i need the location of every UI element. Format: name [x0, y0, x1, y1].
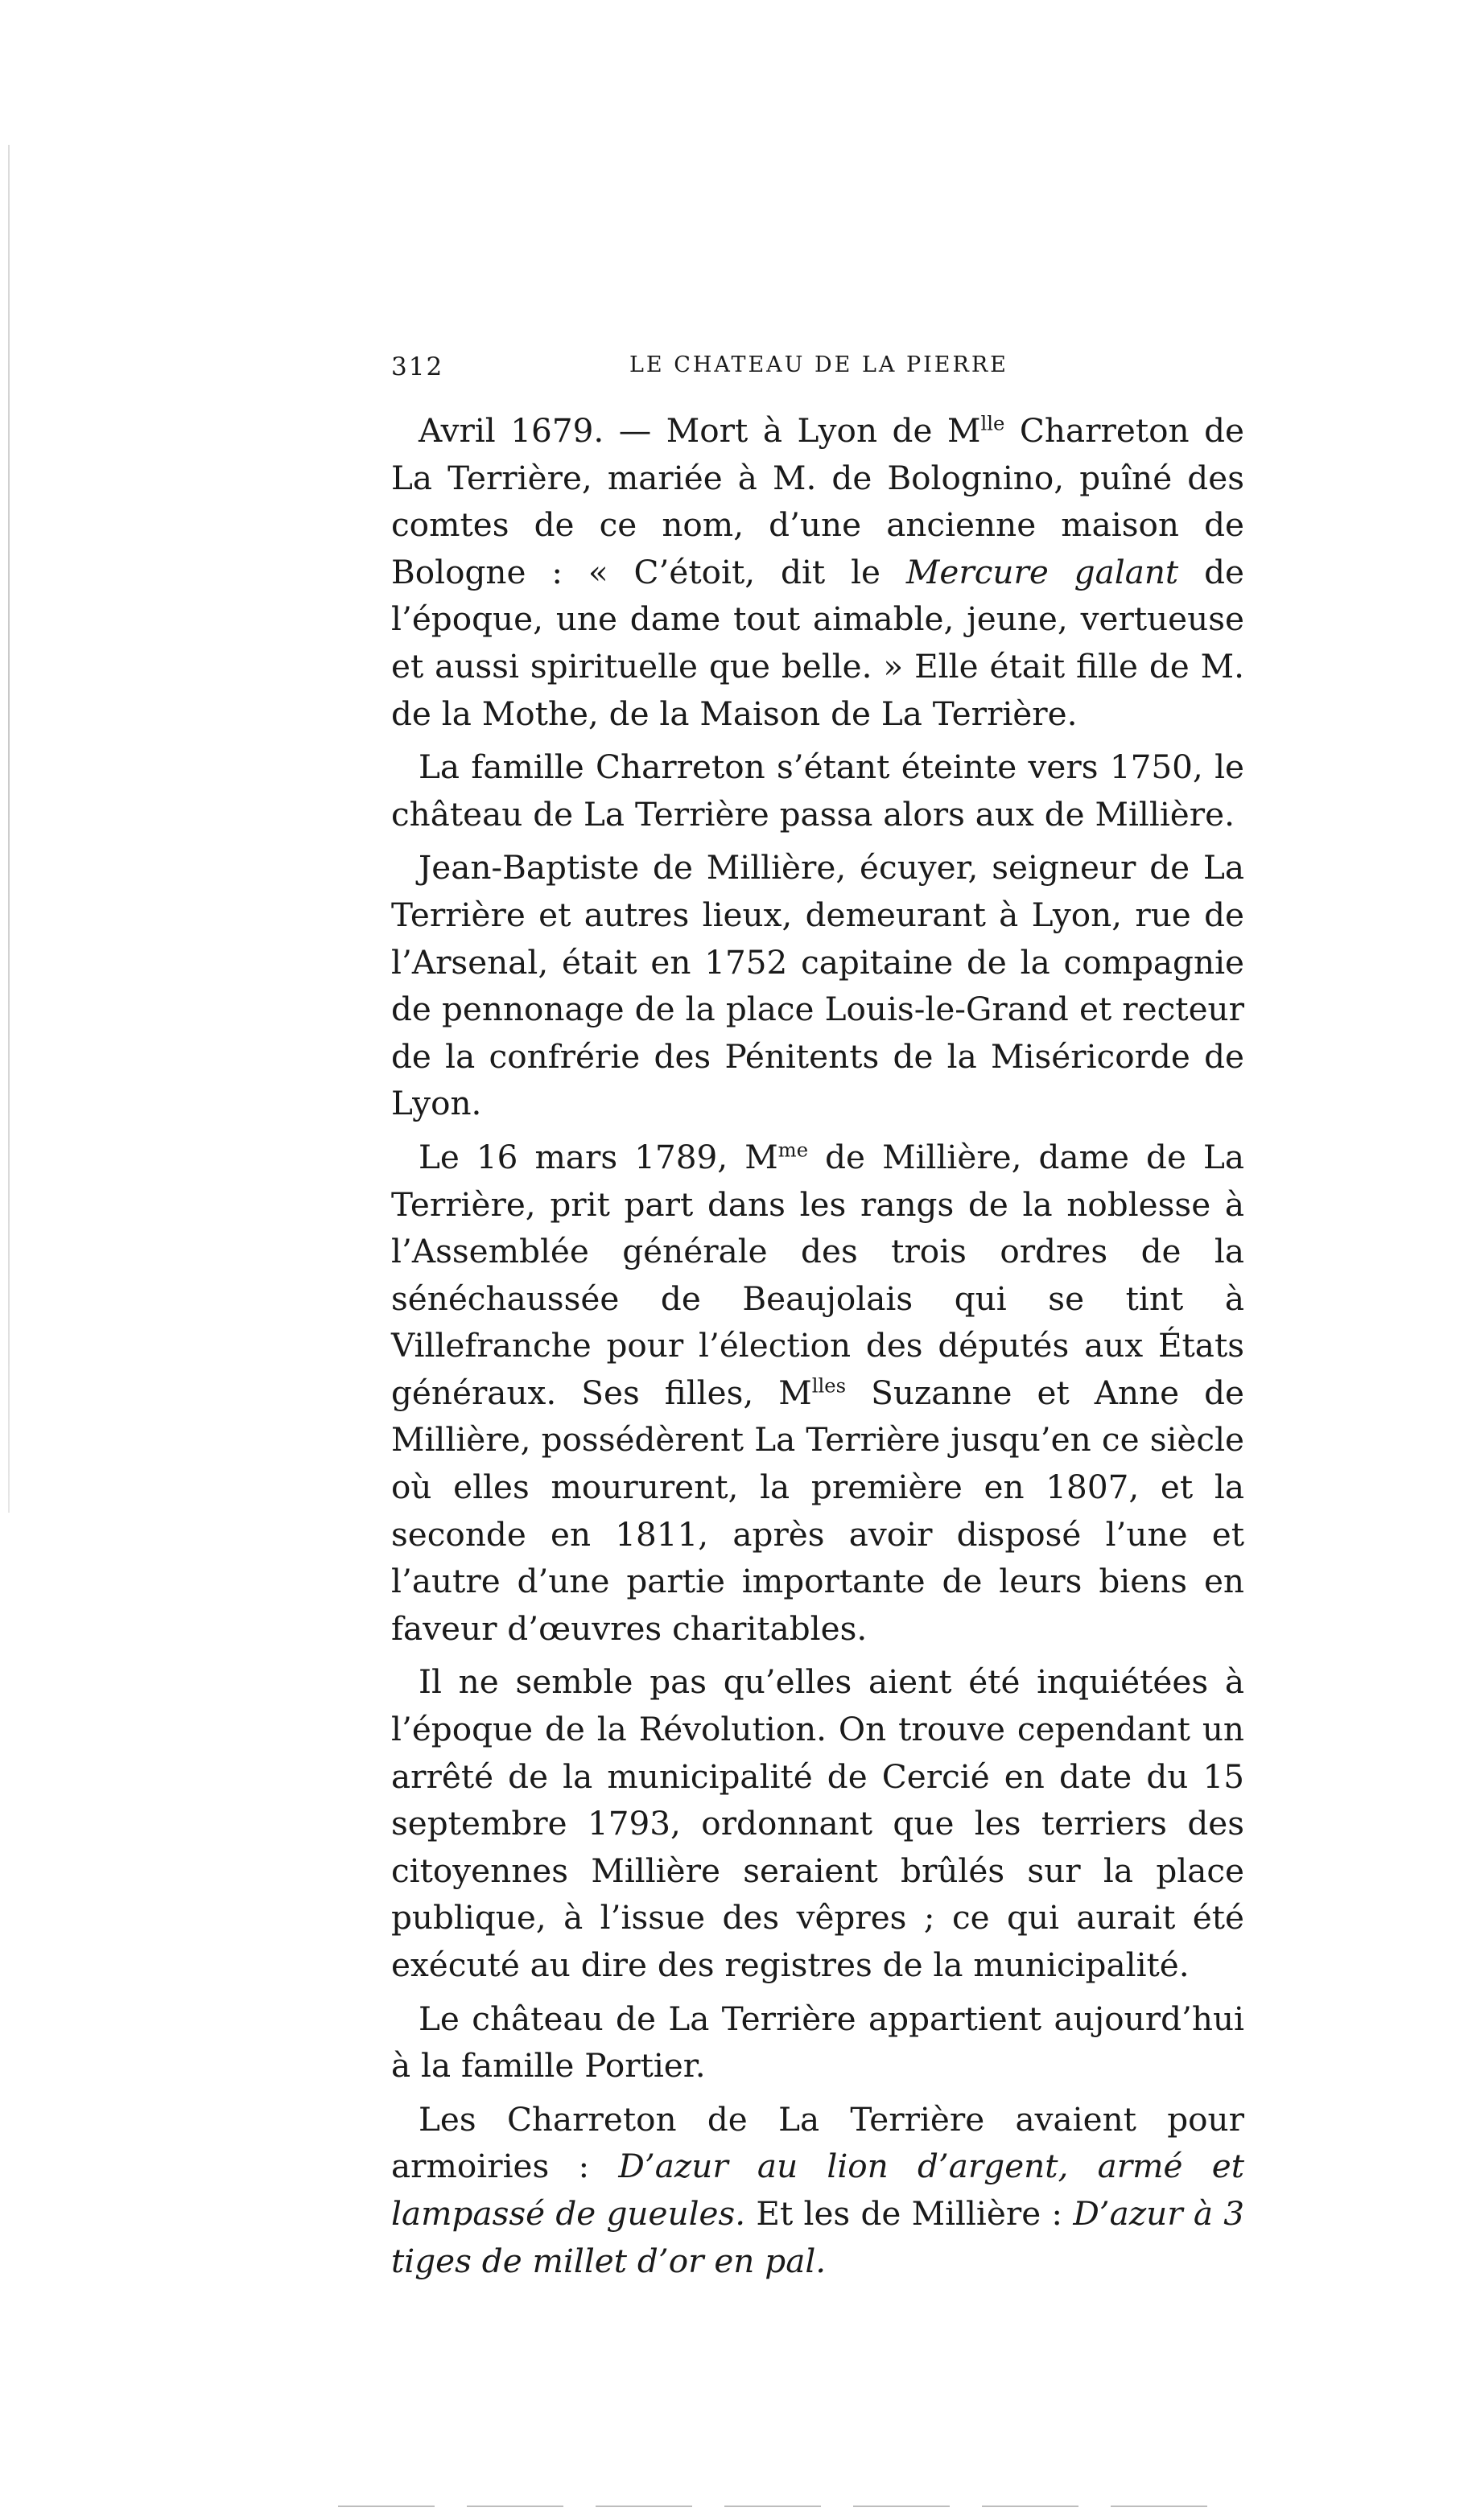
- paragraph-5: Il ne semble pas qu’elles aient été inquiétées à l’époque de la Révolution. On trouve cependant un arrêté de la municipalité de Cercié en date du 15 septembre 1793, ordonnant que les terriers des citoyennes Millière seraient brûlés sur la place publique, à l’issue des vêpres ; ce qui aurait été exécuté au dire des registres de la municipalité.: [391, 1662, 1244, 1984]
- body-text: [391, 407, 1244, 2291]
- bottom-rule: [596, 2506, 692, 2507]
- paragraph-7: Les Charreton de La Terrière avaient pour armoiries : D’azur au lion d’argent, armé et lampassé de gueules. Et les de Millière : D’azur à 3 tiges de millet d’or en pal.: [391, 2099, 1245, 2280]
- page-header: [391, 352, 1024, 385]
- paragraph-4: Le 16 mars 1789, $M^{me}$ de Millière, dame de La Terrière, prit part dans les rangs de la noblesse à l’Assemblée générale des trois ordres de la sénéchaussée de Beaujolais qui se tint à Villefranche pour l’élection des députés aux États généraux. Ses filles, $M^{lles}$ Suzanne et Anne de Millière, possédèrent La Terrière jusqu’en ce siècle où elles moururent, la première en 1807, et la seconde en 1811, après avoir disposé l’une et l’autre d’une partie importante de leurs biens en faveur d’œuvres charitables.: [391, 1137, 1245, 1648]
- page-number: 312: [391, 352, 444, 381]
- scan-edge: [8, 145, 10, 1513]
- paragraph-6: Le château de La Terrière appartient aujourd’hui à la famille Portier.: [391, 1999, 1244, 2086]
- bottom-rule: [467, 2506, 563, 2507]
- italic-title: Mercure galant: [905, 552, 1179, 591]
- paragraph-3: Jean-Baptiste de Millière, écuyer, seigneur de La Terrière et autres lieux, demeurant à Lyon, rue de l’Arsenal, était en 1752 capitaine de la compagnie de pennonage de la place Louis-le-Grand et recteur de la confrérie des Pénitents de la Miséricorde de Lyon.: [391, 848, 1244, 1123]
- bottom-rule: [982, 2506, 1078, 2507]
- italic-arms-2: D’azur à 3 tiges de millet d’or en pal.: [391, 2193, 1245, 2280]
- bottom-rule: [1111, 2506, 1207, 2507]
- running-title: LE CHATEAU DE LA PIERRE: [629, 352, 1008, 377]
- bottom-rule: [338, 2506, 435, 2507]
- bottom-rule: [853, 2506, 950, 2507]
- bottom-rule: [724, 2506, 821, 2507]
- paragraph-1: Avril 1679. — Mort à Lyon de $M^{lle}$ Charreton de La Terrière, mariée à M. de Bolognino, puîné des comtes de ce nom, d’une ancienne maison de Bologne : « C’étoit, dit le Mercure galant de l’époque, une dame tout aimable, jeune, vertueuse et aussi spirituelle que belle. » Elle était fille de M. de la Mothe, de la Maison de La Terrière.: [391, 411, 1244, 733]
- italic-arms-1: D’azur au lion d’argent, armé et lampassé de gueules.: [391, 2147, 1245, 2233]
- paragraph-2: La famille Charreton s’étant éteinte vers 1750, le château de La Terrière passa alors aux de Millière.: [391, 747, 1244, 834]
